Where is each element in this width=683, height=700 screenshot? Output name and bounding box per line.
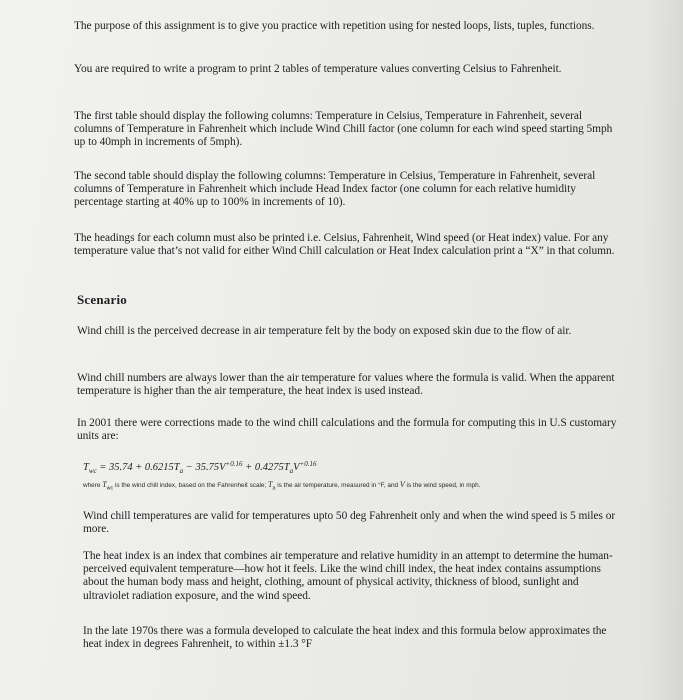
paragraph-wind-chill-numbers: Wind chill numbers are always lower than the air temperature for values where the formula is valid. When the apparent temperature is higher than the air temperature, the heat index is used instead. xyxy=(77,372,615,398)
where-v: V xyxy=(399,480,405,489)
paragraph-wind-chill-definition: Wind chill is the perceived decrease in air temperature felt by the body on exposed skin due to the flow of air. xyxy=(77,325,572,337)
formula-term3: + 0.4275T xyxy=(242,462,290,473)
formula-term3b: V xyxy=(293,462,300,473)
where-t: T xyxy=(102,480,107,489)
formula-term2: − 35.75V xyxy=(183,462,226,473)
formula-where-line xyxy=(83,480,480,491)
paragraph-requirement: You are required to write a program to print 2 tables of temperature values converting Celsius to Fahrenheit. xyxy=(74,63,562,75)
where-t-sub: wc xyxy=(106,485,114,492)
paragraph-heat-index-formula-intro: In the late 1970s there was a formula developed to calculate the heat index and this formula below approximates the heat index in degrees Fahrenheit, to within ±1.3 °F xyxy=(83,625,607,651)
formula-a-sub: a xyxy=(179,467,184,476)
formula-eq: = 35.74 + 0.6215T xyxy=(96,462,180,473)
page-shadow xyxy=(643,0,683,700)
paragraph-heat-index: The heat index is an index that combines air temperature and relative humidity in an attempt to determine the human-perceived equivalent temperature—how hot it feels. Like the wind chill index, the heat index contains assumptions about the human body mass and height, clothing, amount of physical activity, thickness of blood, sunlight and ultraviolet radiation exposure, and the wind speed. xyxy=(83,550,613,602)
formula-exp1: +0.16 xyxy=(225,460,243,468)
where-ta-sub: a xyxy=(272,485,276,492)
paragraph-second-table: The second table should display the following columns: Temperature in Celsius, Temperature in Fahrenheit, several columns of Temperature in Fahrenheit which include Head Index factor (one column for each relative humidity percentage starting at 40% up to 100% in increments of 10). xyxy=(74,170,596,209)
where-ta: T xyxy=(268,480,273,489)
where-w1: where xyxy=(83,482,103,489)
formula-a-sub2: a xyxy=(289,467,294,476)
paragraph-headings: The headings for each column must also be printed i.e. Celsius, Fahrenheit, Wind speed (or Heat index) value. For any temperature value that’s not valid for either Wind Chill calculation or Heat Index calculation print a “X” in that column. xyxy=(74,232,615,258)
paragraph-purpose: The purpose of this assignment is to give you practice with repetition using for nested loops, lists, tuples, functions. xyxy=(74,20,595,32)
wind-chill-formula xyxy=(83,460,316,475)
formula-lhs-sub: wc xyxy=(88,467,97,476)
paragraph-first-table: The first table should display the following columns: Temperature in Celsius, Temperature in Fahrenheit, several columns of Temperature in Fahrenheit which include Wind Chill factor (one column for each wind speed starting 5mph up to 40mph in increments of 5mph). xyxy=(74,110,613,149)
paragraph-wind-chill-validity: Wind chill temperatures are valid for temperatures upto 50 deg Fahrenheit only and when the wind speed is 5 miles or more. xyxy=(83,510,616,536)
formula-exp2: +0.16 xyxy=(299,460,317,468)
where-w4: is the wind speed, in mph. xyxy=(404,482,481,489)
formula-lhs: T xyxy=(83,462,89,473)
paragraph-2001-corrections: In 2001 there were corrections made to the wind chill calculations and the formula for computing this in U.S customary units are: xyxy=(77,417,617,443)
where-w3: is the air temperature, measured in °F, and xyxy=(275,482,400,489)
scenario-heading: Scenario xyxy=(77,292,127,307)
where-w2: is the wind chill index, based on the Fahrenheit scale; xyxy=(113,482,269,489)
